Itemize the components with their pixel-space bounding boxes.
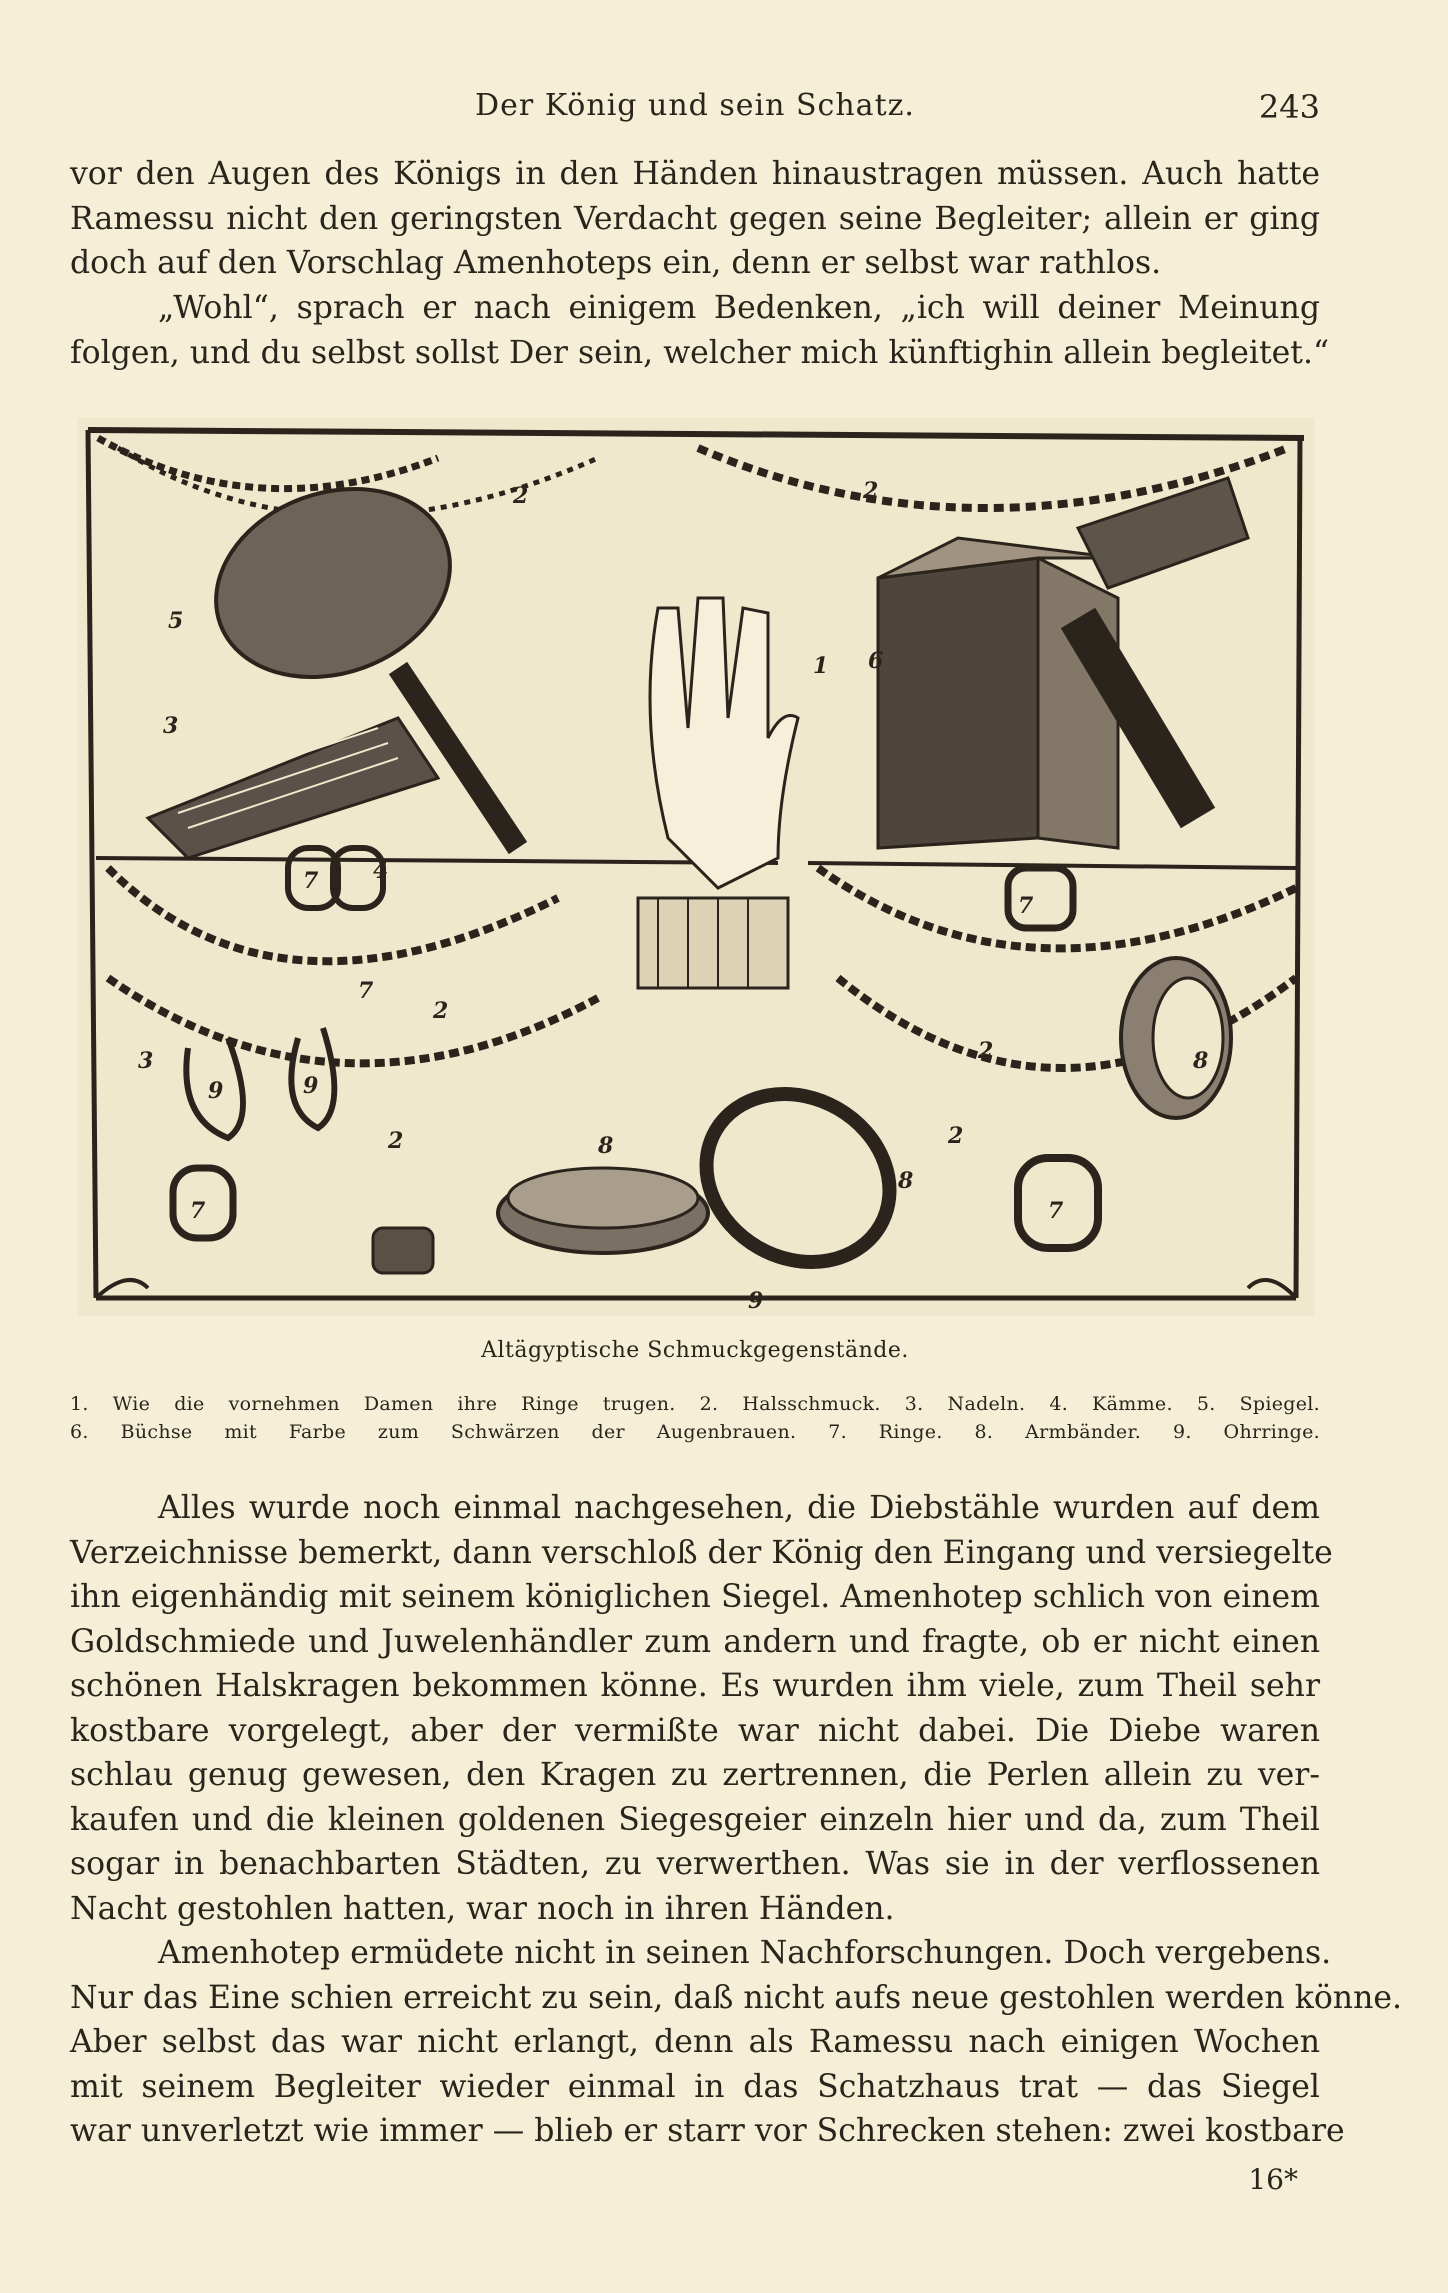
running-title: Der König und sein Schatz.	[475, 88, 915, 123]
figure-label: 7	[1048, 1198, 1064, 1224]
paragraph-2	[70, 286, 1330, 375]
text-line: folgen, und du selbst sollst Der sein, welcher mich künftighin allein begleitet.“	[70, 334, 1330, 371]
text-line: kostbare vorgelegt, aber der vermißte war nicht dabei. Die Diebe waren	[70, 1712, 1320, 1749]
text-line: doch auf den Vorschlag Amenhoteps ein, denn er selbst war rathlos.	[70, 245, 1162, 281]
text-line: Ramessu nicht den geringsten Verdacht gegen seine Begleiter; allein er ging	[70, 200, 1320, 237]
text-line: „Wohl“, sprach er nach einigem Bedenken, „ich will deiner Meinung	[158, 290, 1320, 326]
page-number: 243	[1258, 88, 1320, 126]
figure-label: 2	[978, 1038, 994, 1064]
figure-label: 9	[748, 1288, 764, 1314]
figure-label: 7	[358, 978, 374, 1004]
figure-label: 5	[168, 608, 184, 634]
text-line: schönen Halskragen bekommen könne. Es wurden ihm viele, zum Theil sehr	[70, 1668, 1320, 1704]
text-line: vor den Augen des Königs in den Händen hinaustragen müssen. Auch hatte	[70, 156, 1320, 192]
text-line: ihn eigenhändig mit seinem königlichen Siegel. Amenhotep schlich von einem	[70, 1579, 1320, 1615]
text-line: mit seinem Begleiter wieder einmal in das Schatzhaus trat — das Siegel	[70, 2068, 1320, 2105]
figure-label: 2	[388, 1128, 404, 1154]
legend-row: 6. Büchse mit Farbe zum Schwärzen der Augenbrauen. 7. Ringe. 8. Armbänder. 9. Ohrringe.	[70, 1421, 1320, 1443]
illustration-svg	[78, 418, 1314, 1316]
figure-label: 2	[863, 478, 879, 504]
text-line: Verzeichnisse bemerkt, dann verschloß der König den Eingang und versiegelte	[70, 1534, 1333, 1571]
paragraph-4	[70, 1931, 1403, 2154]
figure-label: 7	[1018, 893, 1034, 919]
text-line: kaufen und die kleinen goldenen Siegesgeier einzeln hier und da, zum Theil	[70, 1801, 1320, 1838]
legend-row: 1. Wie die vornehmen Damen ihre Ringe trugen. 2. Halsschmuck. 3. Nadeln. 4. Kämme. 5. Spiegel.	[70, 1393, 1320, 1415]
figure-label: 7	[303, 868, 319, 894]
signature-mark: 16*	[1248, 2163, 1298, 2196]
text-line: Aber selbst das war nicht erlangt, denn als Ramessu nach einigen Wochen	[70, 2024, 1320, 2060]
text-line: Nacht gestohlen hatten, war noch in ihren Händen.	[70, 1890, 895, 1927]
figure-label: 8	[598, 1133, 614, 1159]
text-line: Alles wurde noch einmal nachgesehen, die Diebstähle wurden auf dem	[158, 1490, 1320, 1526]
figure-label: 9	[208, 1078, 224, 1104]
figure-label: 8	[898, 1168, 914, 1194]
figure-label: 8	[1193, 1048, 1209, 1074]
text-line: sogar in benachbarten Städten, zu verwerthen. Was sie in der verflossenen	[70, 1846, 1320, 1882]
text-line: war unverletzt wie immer — blieb er starr vor Schrecken stehen: zwei kostbare	[70, 2113, 1345, 2149]
figure-label: 2	[513, 483, 529, 509]
paragraph-1	[70, 152, 1320, 286]
figure-label: 4	[373, 858, 389, 884]
figure-legend	[70, 1390, 1320, 1446]
figure-label: 2	[433, 998, 449, 1024]
figure-label: 2	[948, 1123, 964, 1149]
figure-label: 7	[190, 1198, 206, 1224]
figure-label: 6	[868, 648, 884, 674]
text-line: Nur das Eine schien erreicht zu sein, daß nicht aufs neue gestohlen werden könne.	[70, 1979, 1403, 2016]
figure-label: 3	[163, 713, 179, 739]
paragraph-3	[70, 1486, 1333, 1931]
text-line: Amenhotep ermüdete nicht in seinen Nachforschungen. Doch vergebens.	[158, 1935, 1332, 1971]
figure-caption: Altägyptische Schmuckgegenstände.	[481, 1338, 909, 1363]
text-line: Goldschmiede und Juwelenhändler zum andern und fragte, ob er nicht einen	[70, 1623, 1320, 1660]
figure-label: 1	[813, 653, 829, 679]
jewelry-illustration	[78, 418, 1314, 1316]
running-head	[70, 88, 1320, 128]
figure-label: 3	[138, 1048, 154, 1074]
text-line: schlau genug gewesen, den Kragen zu zertrennen, die Perlen allein zu ver-	[70, 1757, 1320, 1793]
figure-label: 9	[303, 1073, 319, 1099]
